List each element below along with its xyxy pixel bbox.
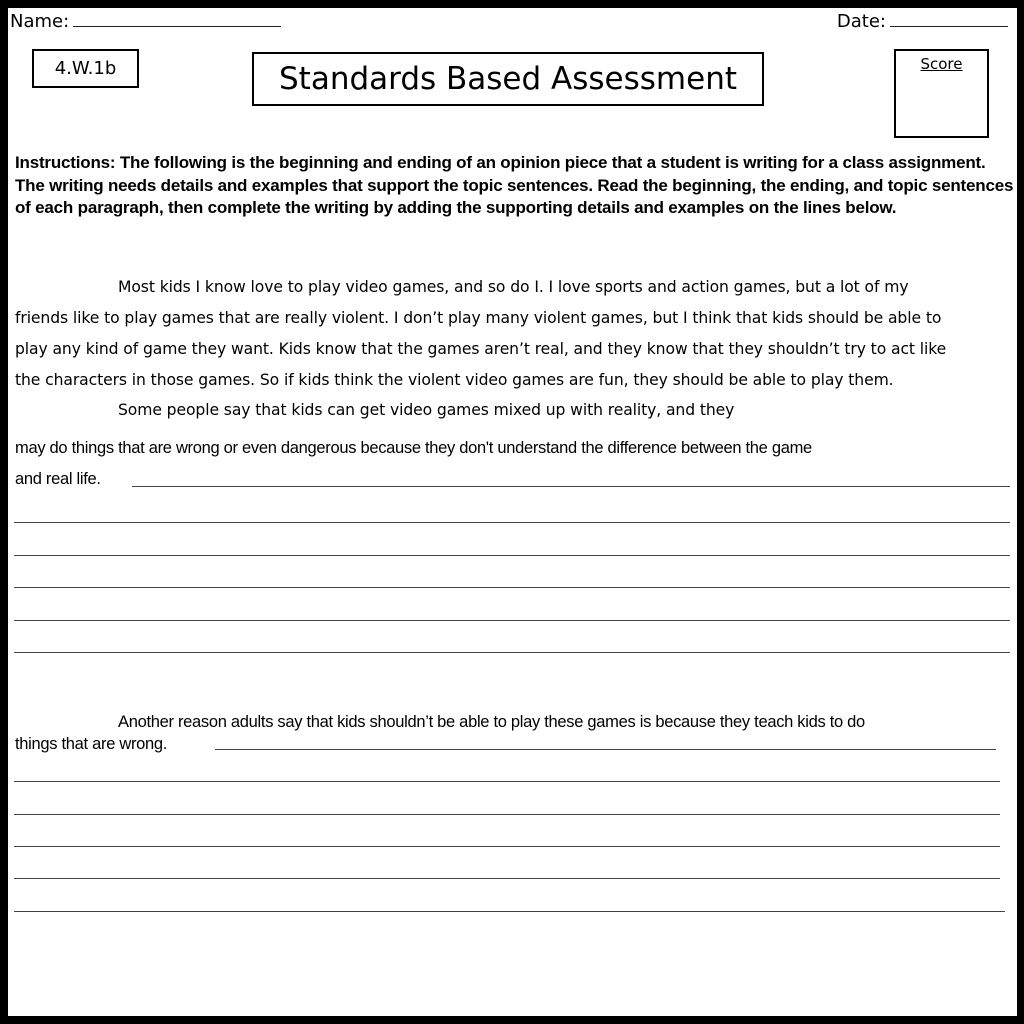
worksheet-page (8, 8, 1017, 1016)
answer-line-1-3[interactable] (14, 555, 1010, 556)
paragraph-2-line-2: things that are wrong. (15, 735, 168, 753)
page-title: Standards Based Assessment (278, 61, 737, 97)
answer-line-1-5[interactable] (14, 620, 1010, 621)
intro-line-1: Most kids I know love to play video games, and so do I. I love sports and action games, but a lot of my (118, 278, 909, 296)
date-blank-line[interactable] (890, 10, 1008, 27)
date-field (837, 10, 1008, 32)
answer-line-2-6[interactable] (14, 911, 1005, 912)
answer-line-2-3[interactable] (14, 814, 1000, 815)
standard-code-box (32, 49, 139, 88)
score-box[interactable] (894, 49, 989, 138)
answer-line-1-1[interactable] (132, 486, 1010, 487)
date-label: Date: (836, 11, 886, 32)
paragraph-1-line-3: and real life. (15, 470, 101, 488)
title-box (252, 52, 764, 106)
answer-line-2-1[interactable] (215, 749, 996, 750)
answer-line-1-6[interactable] (14, 652, 1010, 653)
answer-line-2-5[interactable] (14, 878, 1000, 879)
answer-line-2-4[interactable] (14, 846, 1000, 847)
answer-line-1-4[interactable] (14, 587, 1010, 588)
name-label: Name: (10, 11, 70, 32)
intro-line-3: play any kind of game they want. Kids know that the games aren’t real, and they know that they shouldn’t try to act like (15, 340, 947, 358)
paragraph-1-line-2: may do things that are wrong or even dangerous because they don't understand the difference between the game (15, 439, 812, 457)
intro-line-4: the characters in those games. So if kids think the violent video games are fun, they should be able to play them. (15, 371, 894, 389)
name-field (10, 10, 281, 32)
answer-line-2-2[interactable] (14, 781, 1000, 782)
instructions: Instructions: The following is the beginning and ending of an opinion piece that a student is writing for a class assignment. The writing needs details and examples that support the topic sentences. Read the beginning, the ending, and topic sentences of each paragraph, then complete the writing by adding the supporting details and examples on the lines below. (15, 153, 1014, 217)
paragraph-2-line-1: Another reason adults say that kids shouldn’t be able to play these games is because they teach kids to do (118, 713, 865, 731)
paragraph-1-line-1: Some people say that kids can get video games mixed up with reality, and they (118, 401, 735, 419)
score-label: Score (920, 55, 963, 73)
answer-line-1-2[interactable] (14, 522, 1010, 523)
standard-code: 4.W.1b (54, 58, 117, 79)
name-blank-line[interactable] (73, 10, 281, 27)
intro-line-2: friends like to play games that are really violent. I don’t play many violent games, but I think that kids should be able to (15, 309, 942, 327)
